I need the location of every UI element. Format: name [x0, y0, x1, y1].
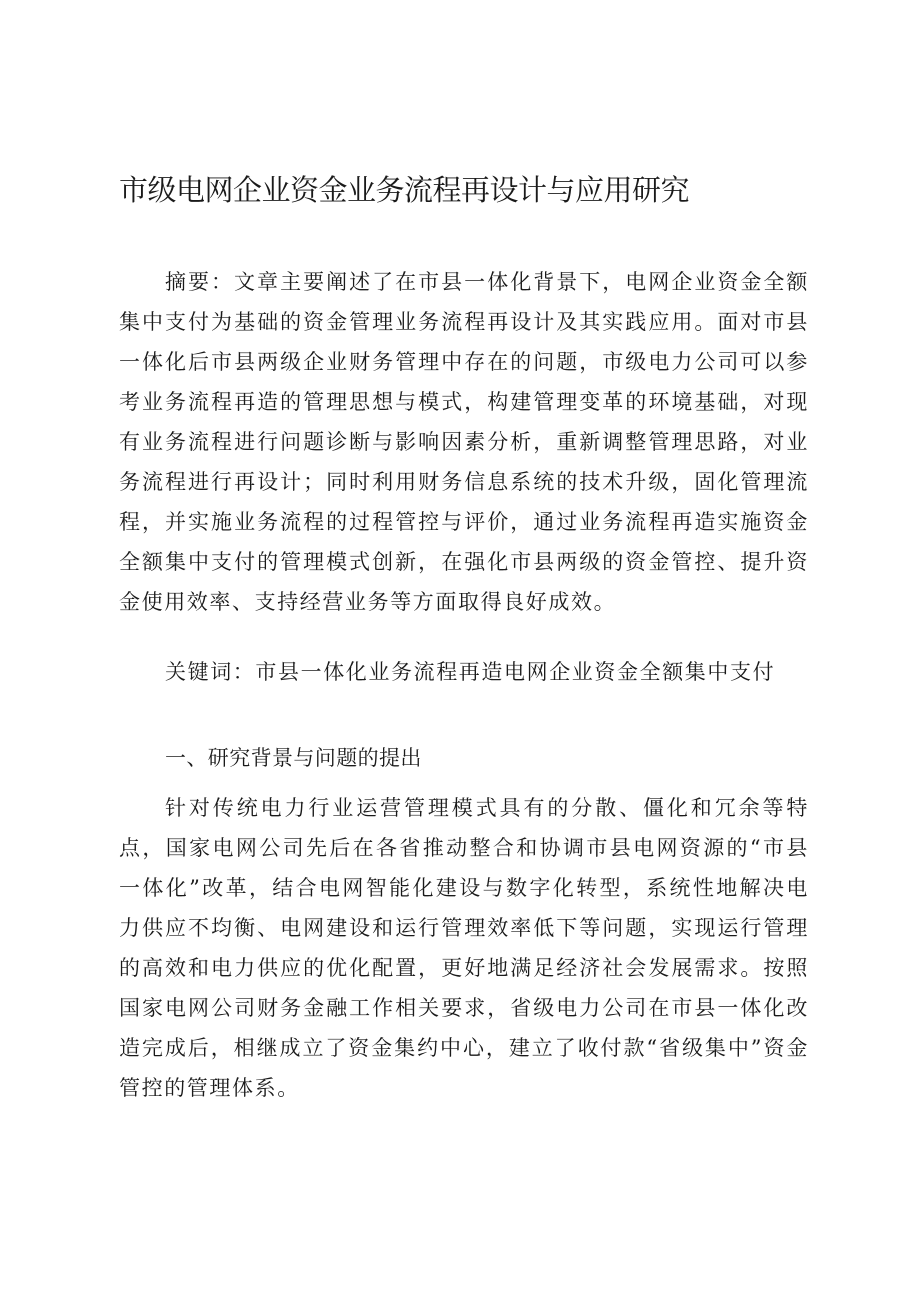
abstract-paragraph: 摘要：文章主要阐述了在市县一体化背景下，电网企业资金全额集中支付为基础的资金管理业务流程再设计及其实践应用。面对市县一体化后市县两级企业财务管理中存在的问题，市级电力公司可以参考业务流程再造的管理思想与模式，构建管理变革的环境基础，对现有业务流程进行问题诊断与影响因素分析，重新调整管理思路，对业务流程进行再设计；同时利用财务信息系统的技术升级，固化管理流程，并实施业务流程的过程管控与评价，通过业务流程再造实施资金全额集中支付的管理模式创新，在强化市县两级的资金管控、提升资金使用效率、支持经营业务等方面取得良好成效。 — [119, 270, 809, 614]
section-heading: 一、研究背景与问题的提出 — [165, 746, 422, 770]
document-title: 市级电网企业资金业务流程再设计与应用研究 — [119, 173, 690, 207]
keywords-line: 关键词：市县一体化业务流程再造电网企业资金全额集中支付 — [165, 660, 776, 684]
body-paragraph: 针对传统电力行业运营管理模式具有的分散、僵化和冗余等特点，国家电网公司先后在各省推动整合和协调市县电网资源的“市县一体化”改革，结合电网智能化建设与数字化转型，系统性地解决电力供应不均衡、电网建设和运行管理效率低下等问题，实现运行管理的高效和电力供应的优化配置，更好地满足经济社会发展需求。按照国家电网公司财务金融工作相关要求，省级电力公司在市县一体化改造完成后，相继成立了资金集约中心，建立了收付款“省级集中”资金管控的管理体系。 — [119, 796, 809, 1100]
